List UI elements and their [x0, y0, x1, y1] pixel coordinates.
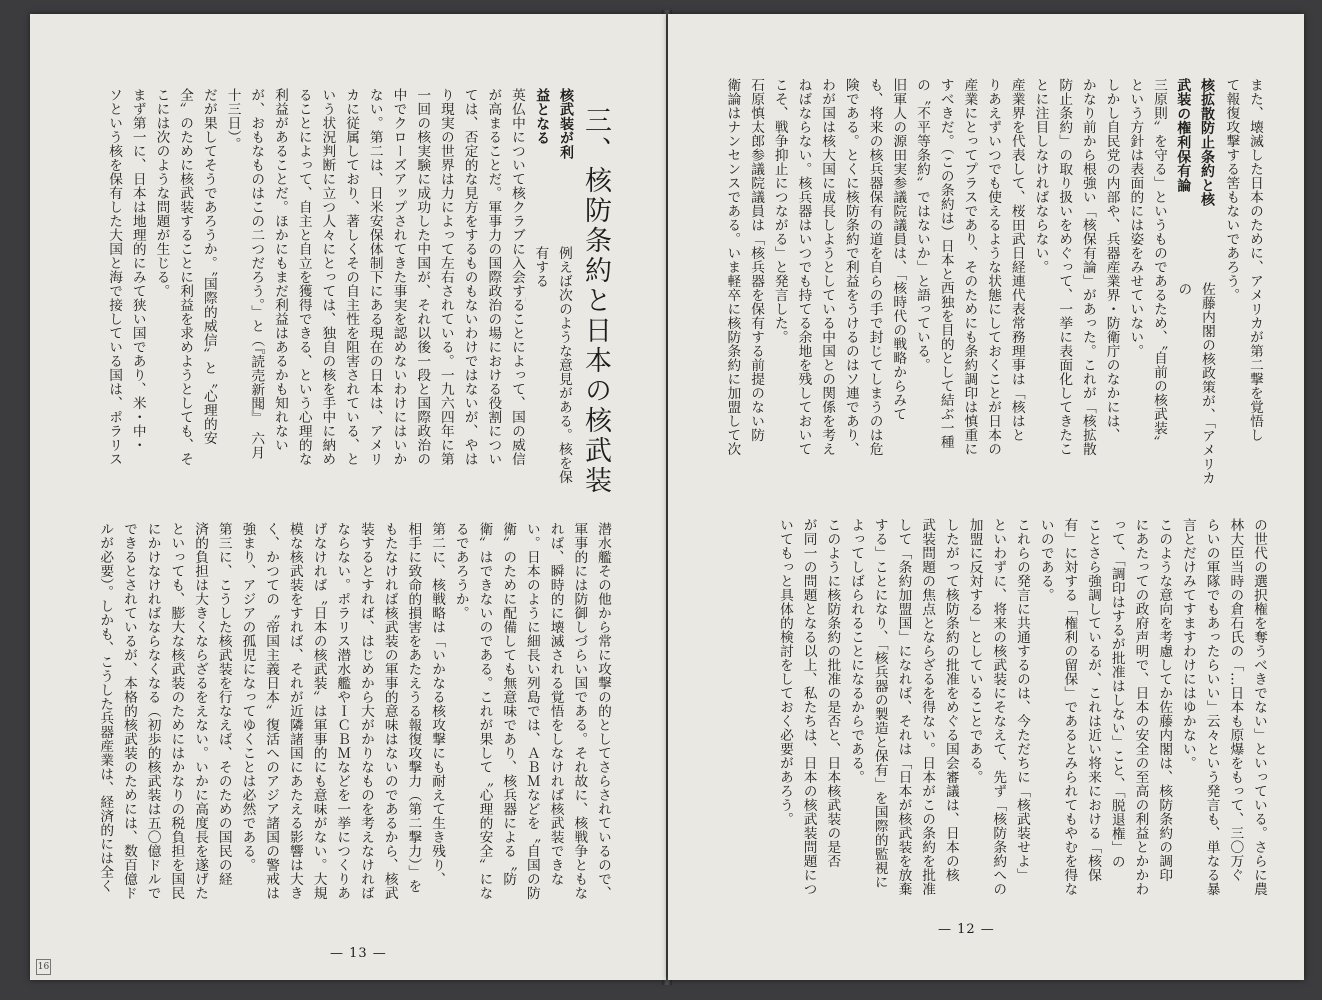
page-12: [668, 14, 1304, 980]
subheading-npt: 核拡散防止条約と核 武装の権利保有論: [1175, 78, 1215, 207]
top-block-sato: 佐藤内閣の核政策が、「アメリカの: [1175, 282, 1215, 486]
top-block-opening: また、壊滅した日本のために、アメリカが第二撃を覚悟し て報復攻撃する筈もないであろう。: [1223, 78, 1263, 442]
page-number: — 13 —: [330, 946, 387, 961]
top-block-main: 三原則〟を守る」というものであるため、〝自前の核武装〟 という方針は表面的には姿をみせていない。 しかし自民党の内部や、兵器産業界・防衛庁のなかには、 かなり前から根強い「核保有論」があった。これが「核拡散 防止条約」の取り扱いをめぐって、一挙に表面化してきたこ とに注目しなければならない。 産業界を代表して、桜田武日経連代表常務理事は「核はと りあえずいつでも使えるような状態にしておくことが日本の 産業にとってプラスであり、そのためにも条約調印は慎重に すべきだ。（この条約は）日本と西独を目的として結ぶ一種 の〝不平等条約〟ではないか」と語っている。 旧軍人の源田実参議院議員は、「核時代の戦略からみて も、将来の核兵器保有の道を自らの手で封じてしまうのは危 険である。とくに核防条約で利益をうけるのはソ連であり、 わが国は核大国に成長しようとしている中国との関係を考え ねばならない。核兵器はいつでも持てる余地を残しておいて こそ、戦争抑止につながる」と発言した。 石原慎太郎参議院議員は「核兵器を保有する前提のない防 衛論はナンセンスである。いま軽卒に核防条約に加盟して次: [724, 78, 1167, 456]
top-block-intro: 例えば次のような意見がある。核を保有する: [532, 246, 572, 484]
subheading-nuclear-benefit: 核武装が利 益となる: [534, 88, 574, 160]
page-number: — 12 —: [938, 922, 995, 937]
top-block-main: 英仏中について核クラブに入会することによって、国の威信 が高まることだ。軍事力の国際政治の場における役割につい ては、否定的な見方をするものもないわけではないが、やは り現実の世界は力によって左右されている。一九六四年に第 一回の核実験に成功した中国が、それ以後一段と国際政治の 中でクローズアップされてきた事実を認めないわけにはいか ない。第二は、日米安保体制下にある現在の日本は、アメリ カに従属しており、著しくその自主性を阻害されている、と いう状況判断に立つ人々にとっては、独自の核を手中に納め ることによって、自主と自立を獲得できる、という心理的な 利益があることだ。ほかにもまだ利益はあるかも知れない が、おもなものはこの二つだろう。」と（『読売新聞』 六月 十三日）。 だが果してそうであろうか。〝国際的威信〟と〝心理的安 全〟のために核武装することに利益を求めようとしても、そ こには次のような問題が生じる。 まず第一に、日本は地理的にみて狭い国であり、米・中・ ソという核を保有した大国と海で接している国は、ポラリス: [106, 88, 525, 466]
archive-stamp: 16: [36, 959, 51, 975]
bottom-block: の世代の選択権を奪うべきでない」といっている。さらに農 林大臣当時の倉石氏の「…日本も原爆をもって、三〇万ぐ らいの軍隊でもあったらいい」云々という発言も、単なる暴 言とだけみてすますわけにはゆかない。 このような意向を考慮してか佐藤内閣は、核防条約の調印 にあたっての政府声明で、日本の安全の至高の利益とかかわ って、「調印はするが批准はしない」こと、「脱退権」の ことさら強調しているが、これは近い将来における「核保 有」に対する「権利の留保」であるとみられてもやむを得な いのである。 これらの発言に共通するのは、今ただちに「核武装せよ」 といわずに、将来の核武装にそなえて、先ず「核防条約への 加盟に反対する」としていることである。 したがって核防条約の批准をめぐる国会審議は、日本の核 武装問題の焦点とならざるを得ない。日本がこの条約を批准 して「条約加盟国」になれば、それは「日本が核武装を放棄 する」ことになり、「核兵器の製造と保有」を国際的監視に よってしばられることになるからである。 このように核防条約の批准の是否と、日本核武装の是否 が同一の問題となる以上、私たちは、日本の核武装問題につ いてもっと具体的検討をしておく必要があろう。: [776, 518, 1267, 896]
bottom-block: 潜水艦その他から常に攻撃の的としてさらされているので、 軍事的には防御しづらい国である。それ故に、核戦争ともな れば、瞬時的に壊滅される覚悟をしなければ核武装できな い。日本のように細長い列島では、ＡＢＭなどを〝自国の防 衛〟のために配備しても無意味であり、核兵器による〝防 衛〟はできないのである。これが果して〝心理的安全〟にな るであろうか。 第二に、核戦略は「いかなる核攻撃にも耐えて生き残り、 相手に致命的損害をあたえうる報復攻撃力（第二撃力）」を もたなければ核武装の軍事的意味はないのであるから、核武 装するとすれば、はじめから大がかりなものを考えなければ ならない。ポラリス潜水艦やＩＣＢＭなどを一挙につくりあ げなければ〝日本の核武装〟は軍事的にも意味がない。大規 模な核武装をすれば、それが近隣諸国にあたえる影響は大き く、かつての〝帝国主義日本〟復活へのアジア諸国の警戒は 強まり、アジアの孤児になってゆくことは必然である。 第三に、こうした核武装を行なえば、そのための国民の経 済的負担は大きくならざるをえない。いかに高度長を遂げた といっても、膨大な核武装のためにはかなりの税負担を国民 にかけなければならなくなる（初歩的核武装は五〇億ドルで できるとされているが、本格的核武装のためには、数百億ド ルが必要）。しかも、こうした兵器産業は、経済的には全く: [97, 522, 611, 900]
section-title: 三、核防条約と日本の核武装: [580, 106, 611, 496]
page-13: [30, 14, 666, 980]
